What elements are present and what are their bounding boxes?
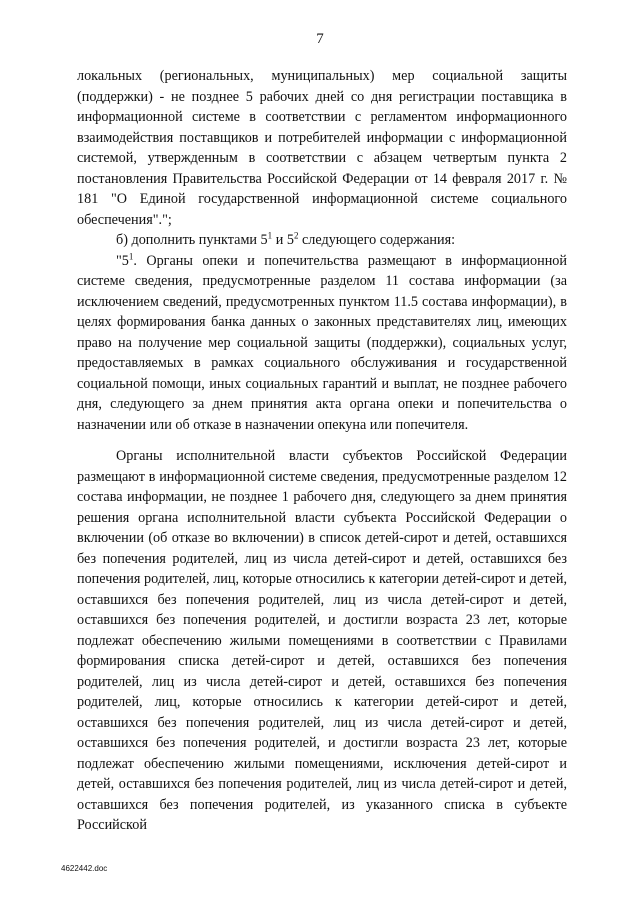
document-body <box>77 66 567 836</box>
paragraph-3 <box>77 251 567 436</box>
paragraph-2-text-a: б) дополнить пунктами 5 <box>116 232 268 248</box>
document-id: 4622442.doc <box>61 864 108 873</box>
paragraph-2-text-b: и 5 <box>272 232 294 248</box>
superscript-1: 1 <box>267 230 273 241</box>
paragraph-3-text-b: . Органы опеки и попечительства размещают в информационной системе сведения, предусмотренные разделом 11 состава информации (за исключением сведений, предусмотренных пунктом 11.5 состава информации), в целях формирования банка данных о законных представителях лиц, имеющих право на получение мер социальной защиты (поддержки), социальных услуг, предоставляемых в рамках социального обслуживания и государственной социальной помощи, иных социальных гарантий и выплат, не позднее рабочего дня, следующего за днем принятия акта органа опеки и попечительства о назначении или об отказе в назначении опекуна или попечителя. <box>77 252 567 433</box>
paragraph-1: локальных (региональных, муниципальных) мер социальной защиты (поддержки) - не позднее 5 рабочих дней со дня регистрации поставщика в информационной системе в соответствии с регламентом информационного взаимодействия поставщиков и потребителей информации с информационной системой, утвержденным в соответствии с абзацем четвертым пункта 2 постановления Правительства Российской Федерации от 14 февраля 2017 г. № 181 "О Единой государственной информационной системе социального обеспечения"."; <box>77 68 567 228</box>
superscript-3: 1 <box>128 250 134 261</box>
superscript-2: 2 <box>293 230 299 241</box>
paragraph-3-text-a: "5 <box>116 252 129 269</box>
paragraph-2-text-c: следующего содержания: <box>298 232 456 248</box>
paragraph-2 <box>77 230 567 251</box>
page-number: 7 <box>316 31 324 47</box>
paragraph-4: Органы исполнительной власти субъектов Российской Федерации размещают в информационной системе сведения, предусмотренные разделом 12 состава информации, не позднее 1 рабочего дня, следующего за днем принятия решения органа исполнительной власти субъекта Российской Федерации о включении (об отказе во включении) в список детей-сирот и детей, оставшихся без попечения родителей, лиц из числа детей-сирот и детей, оставшихся без попечения родителей, лиц, которые относились к категории детей-сирот и детей, оставшихся без попечения родителей, лиц из числа детей-сирот и детей, оставшихся без попечения родителей, и достигли возраста 23 лет, которые подлежат обеспечению жилыми помещениями в соответствии с Правилами формирования списка детей-сирот и детей, оставшихся без попечения родителей, лиц из числа детей-сирот и детей, оставшихся без попечения родителей, лиц, которые относились к категории детей-сирот и детей, оставшихся без попечения родителей, лиц из числа детей-сирот и детей, оставшихся без попечения родителей, и достигли возраста 23 лет, которые подлежат обеспечению жилыми помещениями, исключения детей-сирот и детей, оставшихся без попечения родителей, лиц из числа детей-сирот и детей, оставшихся без попечения родителей, из указанного списка в субъекте Российской <box>77 448 567 833</box>
